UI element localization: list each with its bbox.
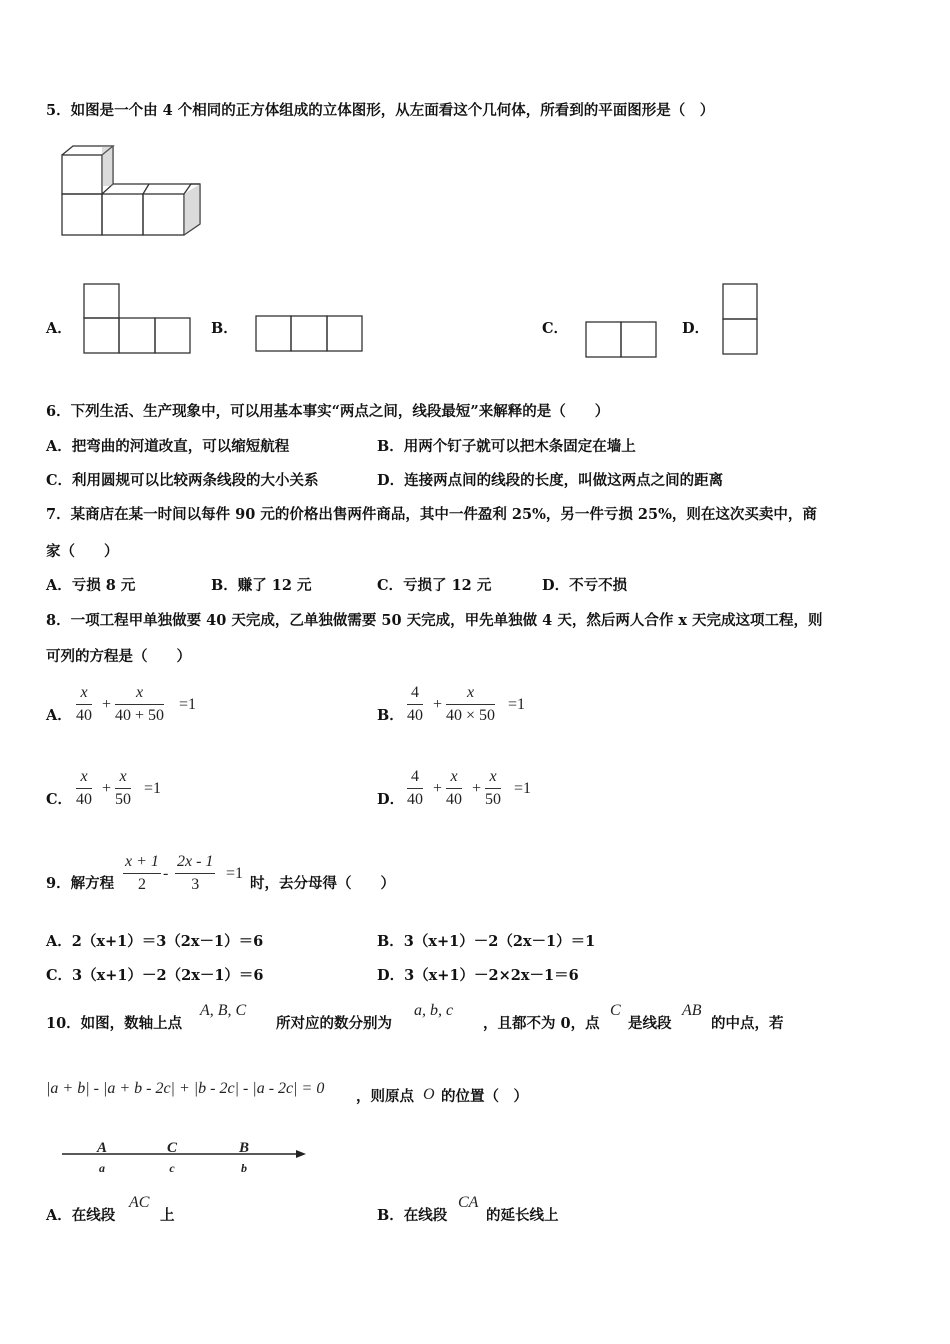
q8b-num1: 4 (407, 685, 423, 705)
q8d-den2: 40 (446, 791, 462, 808)
q8b-equals: =1 (508, 696, 526, 713)
q8c-fraction-1 (76, 769, 92, 808)
q8b-fraction-1 (407, 685, 423, 724)
q9-fraction-2 (175, 854, 215, 893)
q10-text-1: 10．如图，数轴上点 (46, 1015, 183, 1032)
q8a-num1: x (76, 685, 92, 705)
q8-option-c-label: C． (46, 791, 73, 808)
q6-stem: 6．下列生活、生产现象中，可以用基本事实“两点之间，线段最短”来解释的是（ ） (46, 403, 610, 420)
q8d-fraction-2 (446, 769, 462, 808)
q10-text-2: 所对应的数分别为 (276, 1015, 392, 1032)
q8d-equals: =1 (514, 780, 532, 797)
q8-stem-line1: 8．一项工程甲单独做要 40 天完成，乙单独做需要 50 天完成，甲先单独做 4 天，然后两人合作 x 天完成这项工程，则 (46, 612, 823, 629)
q10-math-c: C (610, 1002, 621, 1019)
q8d-den1: 40 (407, 791, 423, 808)
q8c-num1: x (76, 769, 92, 789)
q5-option-c-figure (585, 321, 660, 359)
q7-option-a: A．亏损 8 元 (46, 577, 136, 594)
q8d-den3: 50 (485, 791, 501, 808)
q8c-num2: x (115, 769, 131, 789)
q10-text-6: ，则原点 (356, 1088, 414, 1105)
q8d-plus-1: + (433, 780, 443, 797)
q9-num1: x + 1 (123, 854, 161, 874)
q10-option-a-pre: A．在线段 (46, 1207, 116, 1224)
q5-stem: 5．如图是一个由 4 个相同的正方体组成的立体图形，从左面看这个几何体，所看到的平面图形是（ ） (46, 102, 715, 119)
q8-option-d-label: D． (377, 791, 405, 808)
q7-option-c: C．亏损了 12 元 (377, 577, 492, 594)
q10-text-5: 的中点，若 (711, 1015, 784, 1032)
q8b-plus: + (433, 696, 443, 713)
q10-text-7: 的位置（ ） (441, 1088, 528, 1105)
q9-option-d: D．3（x+1）－2×2x－1＝6 (377, 967, 579, 984)
q9-option-a: A．2（x+1）＝3（2x－1）＝6 (46, 933, 264, 950)
q10-option-b-math: CA (458, 1194, 479, 1211)
q7-option-b: B．赚了 12 元 (211, 577, 312, 594)
q8-option-a-label: A． (46, 707, 72, 724)
q10-math-ab: AB (682, 1002, 702, 1019)
q8b-num2: x (446, 685, 495, 705)
q10-number-line (60, 1135, 310, 1177)
q5-option-b-label: B． (211, 320, 238, 337)
q8a-den2: 40 + 50 (115, 707, 165, 724)
q8c-fraction-2 (115, 769, 131, 808)
q10-math-values: a, b, c (414, 1002, 454, 1019)
q8a-num2: x (115, 685, 164, 705)
q5-option-a-label: A． (46, 320, 72, 337)
q10-option-a-math: AC (129, 1194, 150, 1211)
q9-equals: =1 (226, 865, 244, 882)
q8b-den2: 40 × 50 (446, 707, 496, 724)
q8a-fraction-2 (115, 685, 164, 724)
q8a-den1: 40 (76, 707, 92, 724)
q8d-num1: 4 (407, 769, 423, 789)
q9-suffix: 时，去分母得（ ） (250, 875, 395, 892)
q8-option-b-label: B． (377, 707, 404, 724)
q9-minus: - (163, 865, 169, 882)
q7-stem-line2: 家（ ） (46, 543, 119, 560)
q8c-equals: =1 (144, 780, 162, 797)
q9-den1: 2 (137, 876, 146, 893)
q10-option-a-post: 上 (160, 1207, 175, 1224)
q6-option-d: D．连接两点间的线段的长度，叫做这两点之间的距离 (377, 472, 724, 489)
axis-value-a: a (99, 1161, 105, 1175)
q5-option-d-figure (722, 283, 760, 357)
q5-option-a-figure (83, 283, 193, 355)
q8-stem-line2: 可列的方程是（ ） (46, 648, 191, 665)
q8d-fraction-1 (407, 769, 423, 808)
q9-num2: 2x - 1 (175, 854, 215, 874)
q9-option-c: C．3（x+1）－2（2x－1）＝6 (46, 967, 264, 984)
q5-option-d-label: D． (682, 320, 710, 337)
q8d-num2: x (446, 769, 462, 789)
axis-label-C: C (166, 1140, 178, 1156)
q8c-den1: 40 (76, 791, 92, 808)
q9-den2: 3 (191, 876, 200, 893)
q8d-fraction-3 (485, 769, 501, 808)
q10-math-points: A, B, C (200, 1002, 247, 1019)
q6-option-b: B．用两个钉子就可以把木条固定在墙上 (377, 438, 636, 455)
q8a-plus: + (102, 696, 112, 713)
axis-value-c: c (169, 1161, 175, 1175)
q10-text-3: ，且都不为 0，点 (483, 1015, 600, 1032)
q5-option-c-label: C． (542, 320, 569, 337)
q5-solid-figure (60, 144, 205, 239)
q5-option-b-figure (255, 315, 365, 353)
q7-stem-line1: 7．某商店在某一时间以每件 90 元的价格出售两件商品，其中一件盈利 25%，另一件亏损 25%，则在这次买卖中，商 (46, 506, 817, 523)
q8a-fraction-1 (76, 685, 92, 724)
q8b-den1: 40 (407, 707, 423, 724)
q8d-num3: x (485, 769, 501, 789)
q8c-plus: + (102, 780, 112, 797)
q8c-den2: 50 (115, 791, 131, 808)
q10-equation: |a + b| - |a + b - 2c| + |b - 2c| - |a - 2c| = 0 (46, 1080, 325, 1097)
q6-option-c: C．利用圆规可以比较两条线段的大小关系 (46, 472, 319, 489)
q8b-fraction-2 (446, 685, 495, 724)
q9-prefix: 9．解方程 (46, 875, 115, 892)
q8d-plus-2: + (472, 780, 482, 797)
q10-text-4: 是线段 (628, 1015, 672, 1032)
q7-option-d: D．不亏不损 (542, 577, 628, 594)
q9-fraction-1 (123, 854, 161, 893)
axis-label-B: B (238, 1140, 250, 1156)
axis-value-b: b (241, 1161, 247, 1175)
axis-label-A: A (96, 1140, 108, 1156)
q10-math-o: O (423, 1086, 435, 1103)
q8a-equals: =1 (179, 696, 197, 713)
q10-option-b-post: 的延长线上 (486, 1207, 559, 1224)
q10-option-b-pre: B．在线段 (377, 1207, 448, 1224)
q6-option-a: A．把弯曲的河道改直，可以缩短航程 (46, 438, 290, 455)
q9-option-b: B．3（x+1）－2（2x－1）＝1 (377, 933, 596, 950)
